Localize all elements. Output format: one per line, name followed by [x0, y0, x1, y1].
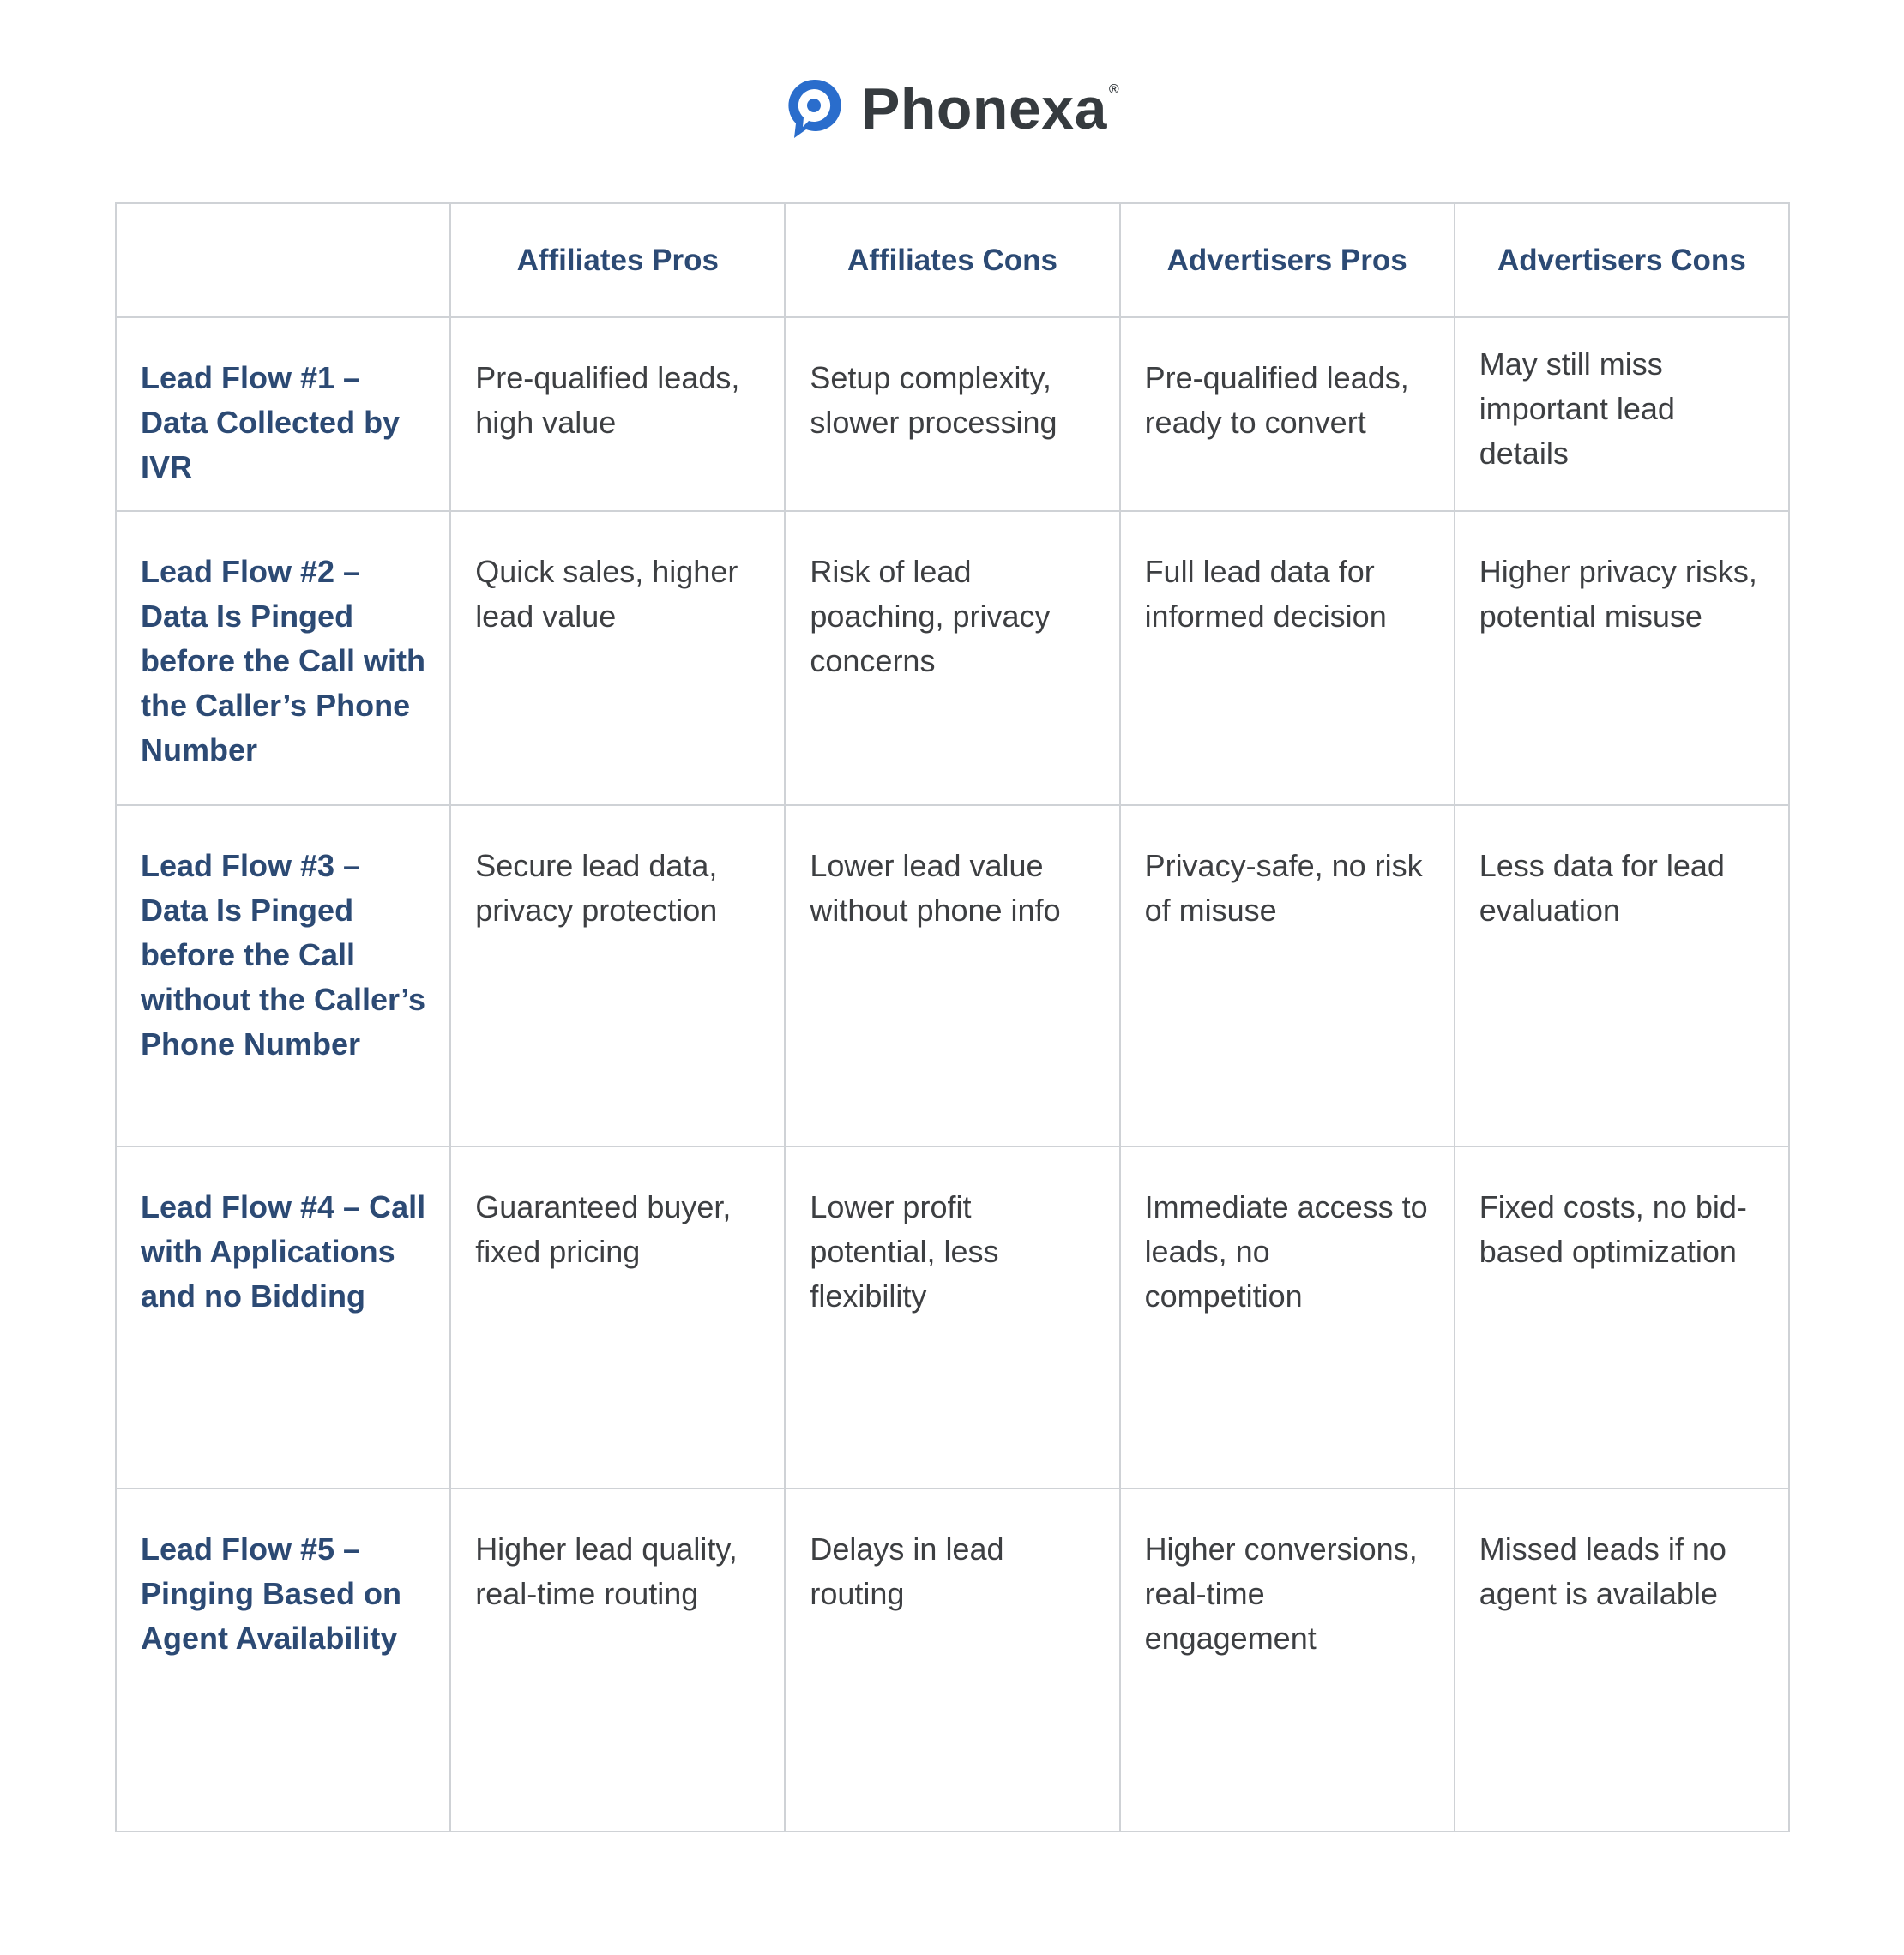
table-cell: Less data for lead evaluation — [1455, 805, 1789, 1146]
table-cell: Lower lead value without phone info — [785, 805, 1119, 1146]
header-affiliates-cons: Affiliates Cons — [785, 203, 1119, 317]
row-label: Lead Flow #4 – Call with Applications and no Bidding — [116, 1146, 450, 1489]
header-advertisers-pros: Advertisers Pros — [1120, 203, 1455, 317]
table-cell: Missed leads if no agent is available — [1455, 1489, 1789, 1832]
header-affiliates-pros: Affiliates Pros — [450, 203, 785, 317]
speech-bubble-pin-icon — [786, 77, 842, 141]
row-label: Lead Flow #1 – Data Collected by IVR — [116, 317, 450, 511]
table-row — [116, 1489, 1789, 1832]
table-row — [116, 1146, 1789, 1489]
table-cell: Lower profit potential, less flexibility — [785, 1146, 1119, 1489]
table-cell: Guaranteed buyer, fixed pricing — [450, 1146, 785, 1489]
table-cell: Pre-qualified leads, high value — [450, 317, 785, 511]
row-label: Lead Flow #5 – Pinging Based on Agent Availability — [116, 1489, 450, 1832]
row-label: Lead Flow #2 – Data Is Pinged before the Call with the Caller’s Phone Number — [116, 511, 450, 805]
table-cell: Immediate access to leads, no competition — [1120, 1146, 1455, 1489]
row-label: Lead Flow #3 – Data Is Pinged before the Call without the Caller’s Phone Number — [116, 805, 450, 1146]
lead-flow-comparison-table — [115, 202, 1790, 1832]
table-cell: Delays in lead routing — [785, 1489, 1119, 1832]
table-cell: Higher privacy risks, potential misuse — [1455, 511, 1789, 805]
table-cell: Higher lead quality, real-time routing — [450, 1489, 785, 1832]
table-cell: Fixed costs, no bid-based optimization — [1455, 1146, 1789, 1489]
table-cell: Full lead data for informed decision — [1120, 511, 1455, 805]
table-header-row — [116, 203, 1789, 317]
table-cell: Privacy-safe, no risk of misuse — [1120, 805, 1455, 1146]
table-row — [116, 511, 1789, 805]
header-empty — [116, 203, 450, 317]
table-cell: Pre-qualified leads, ready to convert — [1120, 317, 1455, 511]
table-cell: Risk of lead poaching, privacy concerns — [785, 511, 1119, 805]
table-row — [116, 805, 1789, 1146]
phonexa-logo — [786, 77, 1119, 141]
table-cell: May still miss important lead details — [1455, 317, 1789, 511]
brand-name: Phonexa ® — [861, 76, 1120, 141]
table-row — [116, 317, 1789, 511]
table-cell: Quick sales, higher lead value — [450, 511, 785, 805]
table-cell: Higher conversions, real-time engagement — [1120, 1489, 1455, 1832]
table-cell: Setup complexity, slower processing — [785, 317, 1119, 511]
header-advertisers-cons: Advertisers Cons — [1455, 203, 1789, 317]
table-cell: Secure lead data, privacy protection — [450, 805, 785, 1146]
